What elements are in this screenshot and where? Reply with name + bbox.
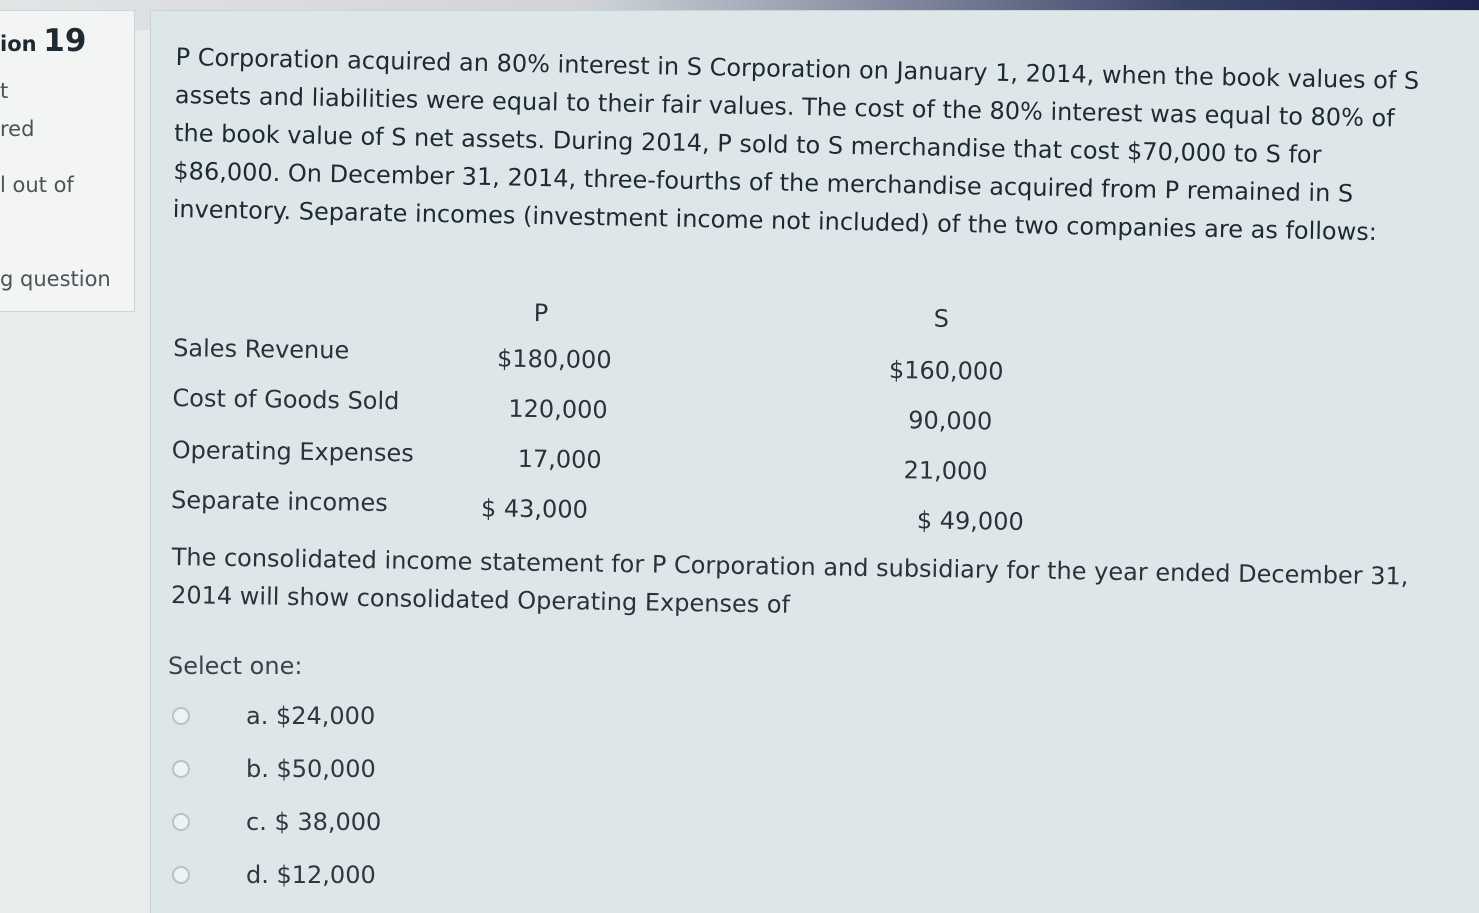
row-label-cogs: Cost of Goods Sold: [172, 384, 400, 416]
question-prompt: The consolidated income statement for P Corporation and subsidiary for the year ended December 31, 2014 will show consolidated Operating Expenses of: [170, 542, 1409, 619]
column-header-p: P: [533, 299, 549, 328]
radio-button[interactable]: [172, 866, 190, 884]
answer-option-label: a. $24,000: [246, 702, 376, 730]
cell-p-cogs: 120,000: [508, 394, 608, 425]
answer-option-b[interactable]: [172, 751, 492, 787]
question-label: ion: [0, 32, 37, 56]
marks-line: l out of: [0, 173, 74, 197]
answer-option-label: c. $ 38,000: [246, 808, 382, 836]
radio-button[interactable]: [172, 707, 190, 725]
row-label-operating-expenses: Operating Expenses: [171, 436, 414, 468]
cell-s-operating-expenses: 21,000: [903, 456, 988, 486]
select-one-label: Select one:: [168, 652, 303, 680]
question-number: 19: [43, 23, 87, 59]
column-header-s: S: [933, 304, 950, 333]
cell-p-operating-expenses: 17,000: [517, 444, 602, 475]
cell-s-cogs: 90,000: [908, 406, 993, 436]
answer-option-d[interactable]: [172, 857, 492, 893]
status-line: t: [0, 79, 9, 103]
cell-p-separate-incomes: $ 43,000: [480, 494, 589, 524]
answer-option-label: b. $50,000: [246, 755, 376, 783]
answer-option-label: d. $12,000: [246, 861, 376, 889]
radio-button[interactable]: [172, 813, 190, 831]
answer-option-a[interactable]: [172, 698, 492, 734]
cell-p-sales-revenue: $180,000: [496, 344, 612, 375]
row-label-sales-revenue: Sales Revenue: [172, 334, 350, 365]
question-text: P Corporation acquired an 80% interest in S Corporation on January 1, 2014, when the book values of S assets and liabilities were equal to their fair values. The cost of the 80% interest was equal to 80% of the book value of S net assets. During 2014, P sold to S merchandise that cost $70,000 to S for $86,000. On December 31, 2014, three-fourths of the merchandise acquired from P remained in S inventory. Separate incomes (investment income not included) of the two companies are as follows:: [172, 42, 1420, 247]
answer-option-c[interactable]: [172, 804, 492, 840]
question-number-heading: [0, 23, 86, 59]
row-label-separate-incomes: Separate incomes: [170, 486, 388, 518]
cell-s-separate-incomes: $ 49,000: [916, 506, 1024, 536]
status-answered: red: [0, 117, 35, 141]
cell-s-sales-revenue: $160,000: [888, 356, 1004, 386]
flag-question-link[interactable]: g question: [0, 267, 111, 291]
separate-incomes-table: [169, 290, 1052, 552]
radio-button[interactable]: [172, 760, 190, 778]
question-info-panel: [0, 10, 135, 312]
